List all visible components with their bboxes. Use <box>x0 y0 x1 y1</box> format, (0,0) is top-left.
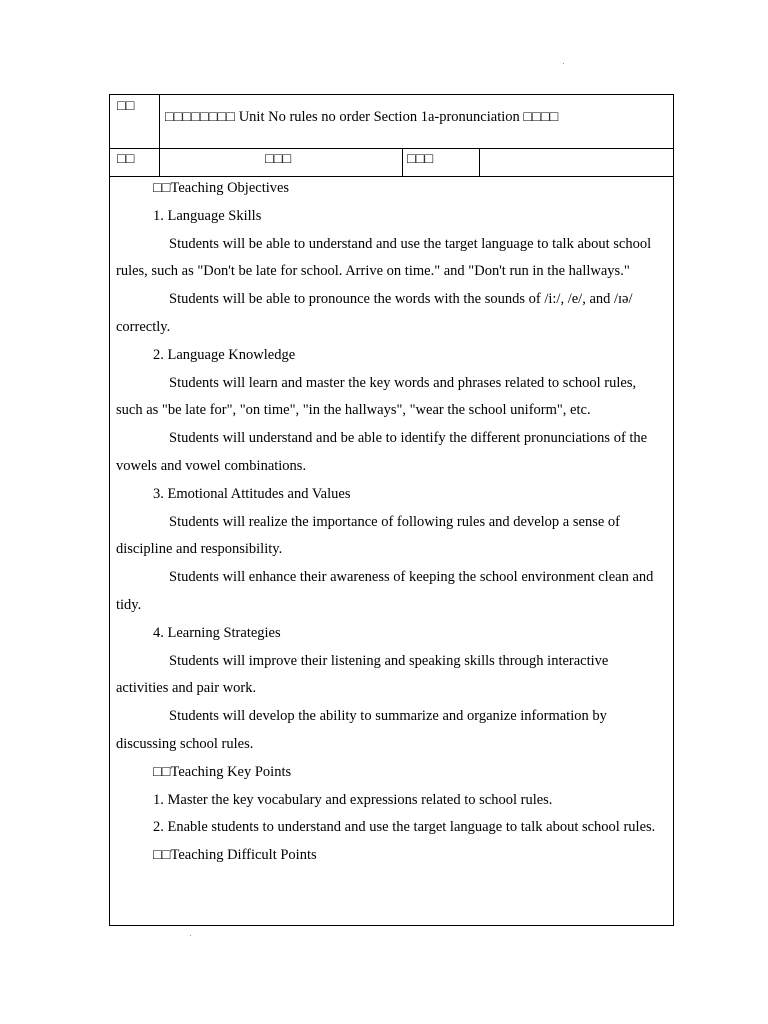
subheading-language-knowledge: 2. Language Knowledge <box>153 346 296 363</box>
subheading-learning-strategies: 4. Learning Strategies <box>153 624 281 641</box>
paragraph-skills-2: Students will be able to pronounce the words with the sounds of /i:/, /e/, and /ɪə/ correctly. <box>116 291 633 335</box>
paragraph-strategies-1: Students will improve their listening and speaking skills through interactive activities and pair work. <box>116 652 609 697</box>
key-point-1: 1. Master the key vocabulary and expressions related to school rules. <box>153 791 553 808</box>
paragraph-knowledge-1: Students will learn and master the key words and phrases related to school rules, such as "be late for", "on time", "in the hallways", "wear the school uniform", etc. <box>116 374 637 419</box>
lesson-body <box>116 175 664 870</box>
row2-mid-label: □□□ <box>265 151 292 167</box>
section-teaching-key-points: □□Teaching Key Points <box>153 763 292 780</box>
paragraph-skills-1: Students will be able to understand and use the target language to talk about school rules, such as "Don't be late for school. Arrive on time." and "Don't run in the hallways." <box>116 235 652 280</box>
lesson-plan-table <box>109 94 674 926</box>
key-point-2-text: 2. Enable students to understand and use the target language to talk about school rules. <box>153 819 656 836</box>
col-divider-right <box>479 148 480 176</box>
paragraph-attitudes-1: Students will realize the importance of following rules and develop a sense of discipline and responsibility. <box>116 513 620 558</box>
key-point-2 <box>116 814 664 842</box>
subheading-emotional-attitudes: 3. Emotional Attitudes and Values <box>153 485 351 502</box>
col-divider-left <box>159 95 160 176</box>
paragraph-knowledge-2: Students will understand and be able to identify the different pronunciations of the vowels and vowel combinations. <box>116 430 648 474</box>
title-label: □□ <box>117 98 135 114</box>
page-mark-bottom <box>190 935 191 936</box>
lesson-title: □□□□□□□□ Unit No rules no order Section 1a-pronunciation □□□□ <box>165 109 559 125</box>
paragraph-attitudes-2: Students will enhance their awareness of keeping the school environment clean and tidy. <box>116 569 654 613</box>
row2-right-label: □□□ <box>407 151 434 167</box>
subheading-language-skills: 1. Language Skills <box>153 207 262 224</box>
row2-label: □□ <box>117 151 135 167</box>
row-divider-1 <box>110 148 673 149</box>
col-divider-mid <box>402 148 403 176</box>
paragraph-strategies-2: Students will develop the ability to summarize and organize information by discussing school rules. <box>116 708 607 752</box>
section-teaching-objectives: □□Teaching Objectives <box>153 180 290 196</box>
page-mark-top <box>563 63 564 64</box>
section-teaching-difficult-points: □□Teaching Difficult Points <box>153 847 317 864</box>
